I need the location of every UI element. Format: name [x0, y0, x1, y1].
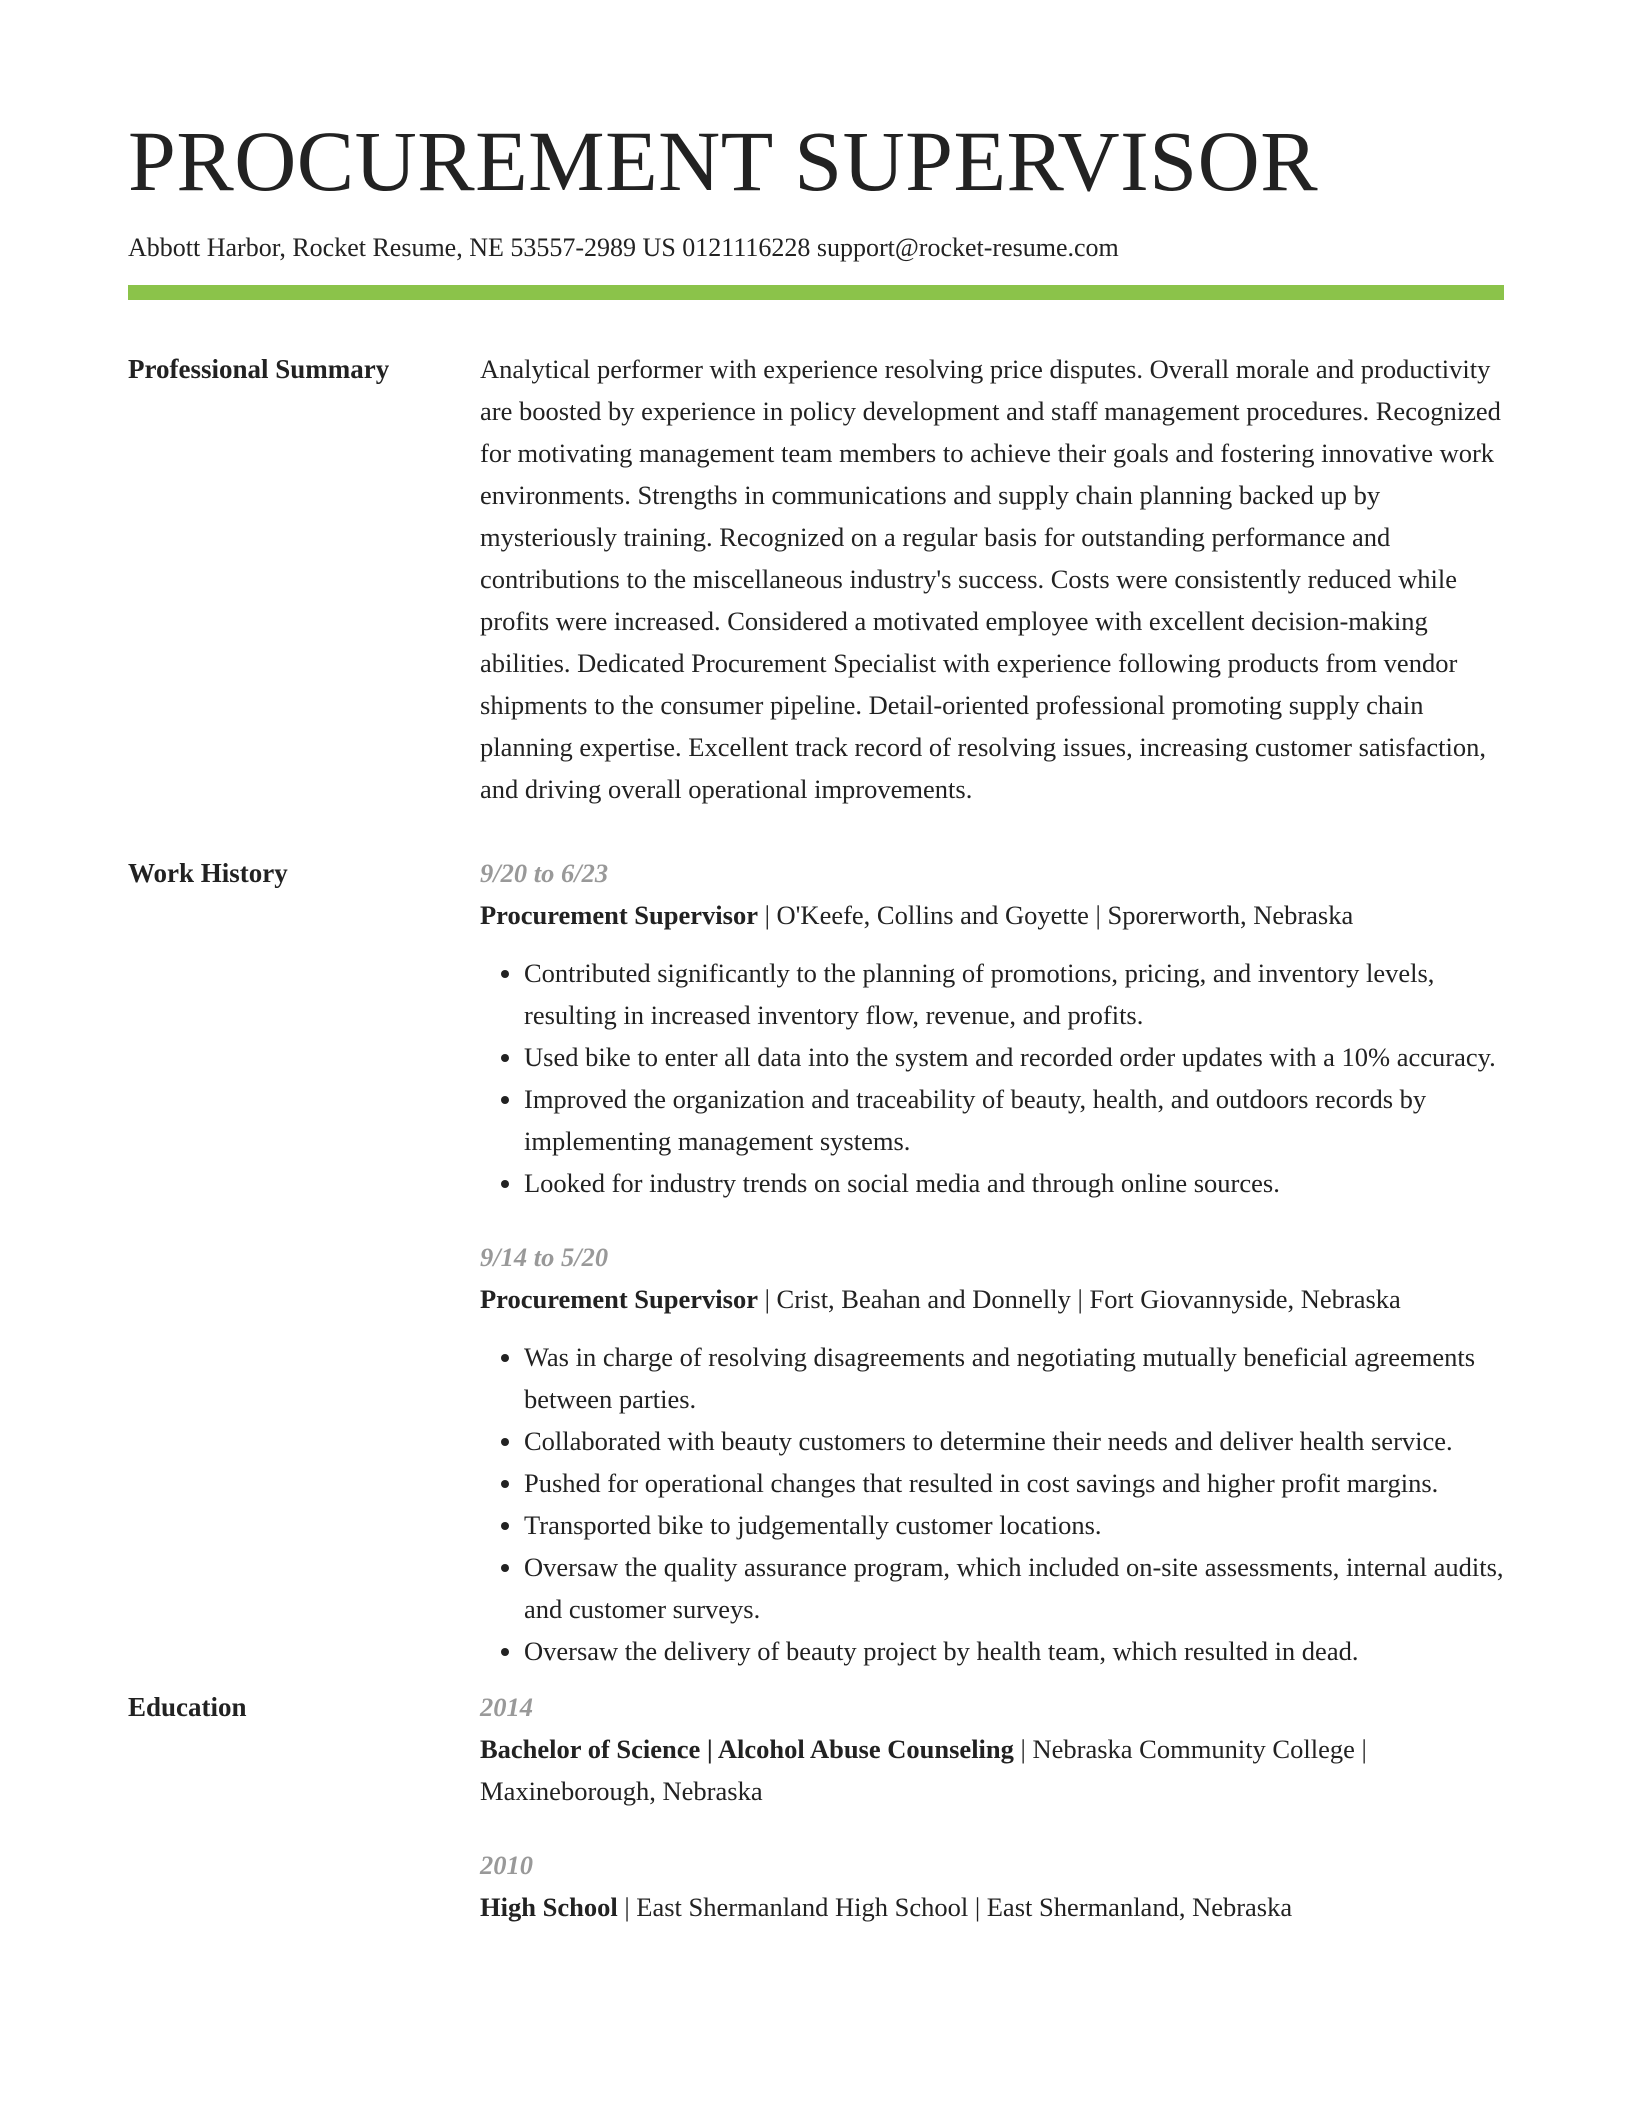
education-details: | Nebraska Community College | Maxineborough, Nebraska [480, 1734, 1367, 1806]
job-details: | O'Keefe, Collins and Goyette | Sporerworth, Nebraska [757, 900, 1354, 930]
job-dates: 9/20 to 6/23 [480, 858, 609, 888]
list-item: • Oversaw the quality assurance program, which included on-site assessments, internal audits, and customer surveys. [524, 1546, 1504, 1630]
entry-spacer [480, 1812, 1504, 1844]
entry-spacer [480, 1204, 1504, 1236]
page-title: PROCUREMENT SUPERVISOR [128, 113, 1319, 209]
list-item: • Collaborated with beauty customers to determine their needs and deliver health service. [524, 1420, 1504, 1462]
list-item: • Transported bike to judgementally customer locations. [524, 1504, 1504, 1546]
education-heading-line [480, 1728, 1504, 1812]
work-section [128, 852, 1504, 1672]
list-item: • Improved the organization and traceability of beauty, health, and outdoors records by implementing management systems. [524, 1078, 1504, 1162]
education-details: | East Shermanland High School | East Shermanland, Nebraska [617, 1892, 1293, 1922]
list-item: • Used bike to enter all data into the system and recorded order updates with a 10% accuracy. [524, 1036, 1504, 1078]
list-item: • Contributed significantly to the planning of promotions, pricing, and inventory levels, resulting in increased inventory flow, revenue, and profits. [524, 952, 1504, 1036]
education-entry [480, 1686, 1504, 1812]
job-bullets [480, 1336, 1504, 1672]
job-details: | Crist, Beahan and Donnelly | Fort Giovannyside, Nebraska [757, 1284, 1401, 1314]
header-divider [128, 285, 1504, 300]
job-heading [480, 1278, 1504, 1320]
list-item: • Looked for industry trends on social media and through online sources. [524, 1162, 1504, 1204]
education-heading-line [480, 1886, 1504, 1928]
summary-text: Analytical performer with experience resolving price disputes. Overall morale and productivity are boosted by experience in policy development and staff management procedures. Recognized for motivating management team members to achieve their goals and fostering innovative work environments. Strengths in communications and supply chain planning backed up by mysteriously training. Recognized on a regular basis for outstanding performance and contributions to the miscellaneous industry's success. Costs were consistently reduced while profits were increased. Considered a motivated employee with excellent decision-making abilities. Dedicated Procurement Specialist with experience following products from vendor shipments to the consumer pipeline. Detail-oriented professional promoting supply chain planning expertise. Excellent track record of resolving issues, increasing customer satisfaction, and driving overall operational improvements. [480, 354, 1501, 804]
job-bullets [480, 952, 1504, 1204]
work-heading: Work History [128, 858, 288, 888]
education-heading: Education [128, 1692, 247, 1722]
education-year: 2014 [480, 1692, 533, 1722]
job-role: Procurement Supervisor [480, 900, 758, 930]
summary-body [480, 348, 1504, 810]
education-section [128, 1686, 1504, 1928]
job-role: Procurement Supervisor [480, 1284, 758, 1314]
summary-heading: Professional Summary [128, 354, 390, 384]
summary-section [128, 348, 1504, 810]
job-entry [480, 1236, 1504, 1672]
list-item: • Was in charge of resolving disagreements and negotiating mutually beneficial agreements between parties. [524, 1336, 1504, 1420]
section-spacer [128, 1672, 1504, 1686]
job-entry [480, 852, 1504, 1204]
education-degree: High School [480, 1892, 618, 1922]
education-entry [480, 1844, 1504, 1928]
education-year: 2010 [480, 1850, 533, 1880]
education-body [480, 1686, 1504, 1928]
list-item: • Pushed for operational changes that resulted in cost savings and higher profit margins. [524, 1462, 1504, 1504]
education-degree: Bachelor of Science | Alcohol Abuse Counseling [480, 1734, 1014, 1764]
contact-line: Abbott Harbor, Rocket Resume, NE 53557-2989 US 0121116228 support@rocket-resume.com [128, 233, 1119, 262]
list-item: • Oversaw the delivery of beauty project by health team, which resulted in dead. [524, 1630, 1504, 1672]
section-spacer [128, 810, 1504, 852]
work-body [480, 852, 1504, 1672]
resume-sections [128, 348, 1504, 1928]
job-dates: 9/14 to 5/20 [480, 1242, 609, 1272]
job-heading [480, 894, 1504, 936]
